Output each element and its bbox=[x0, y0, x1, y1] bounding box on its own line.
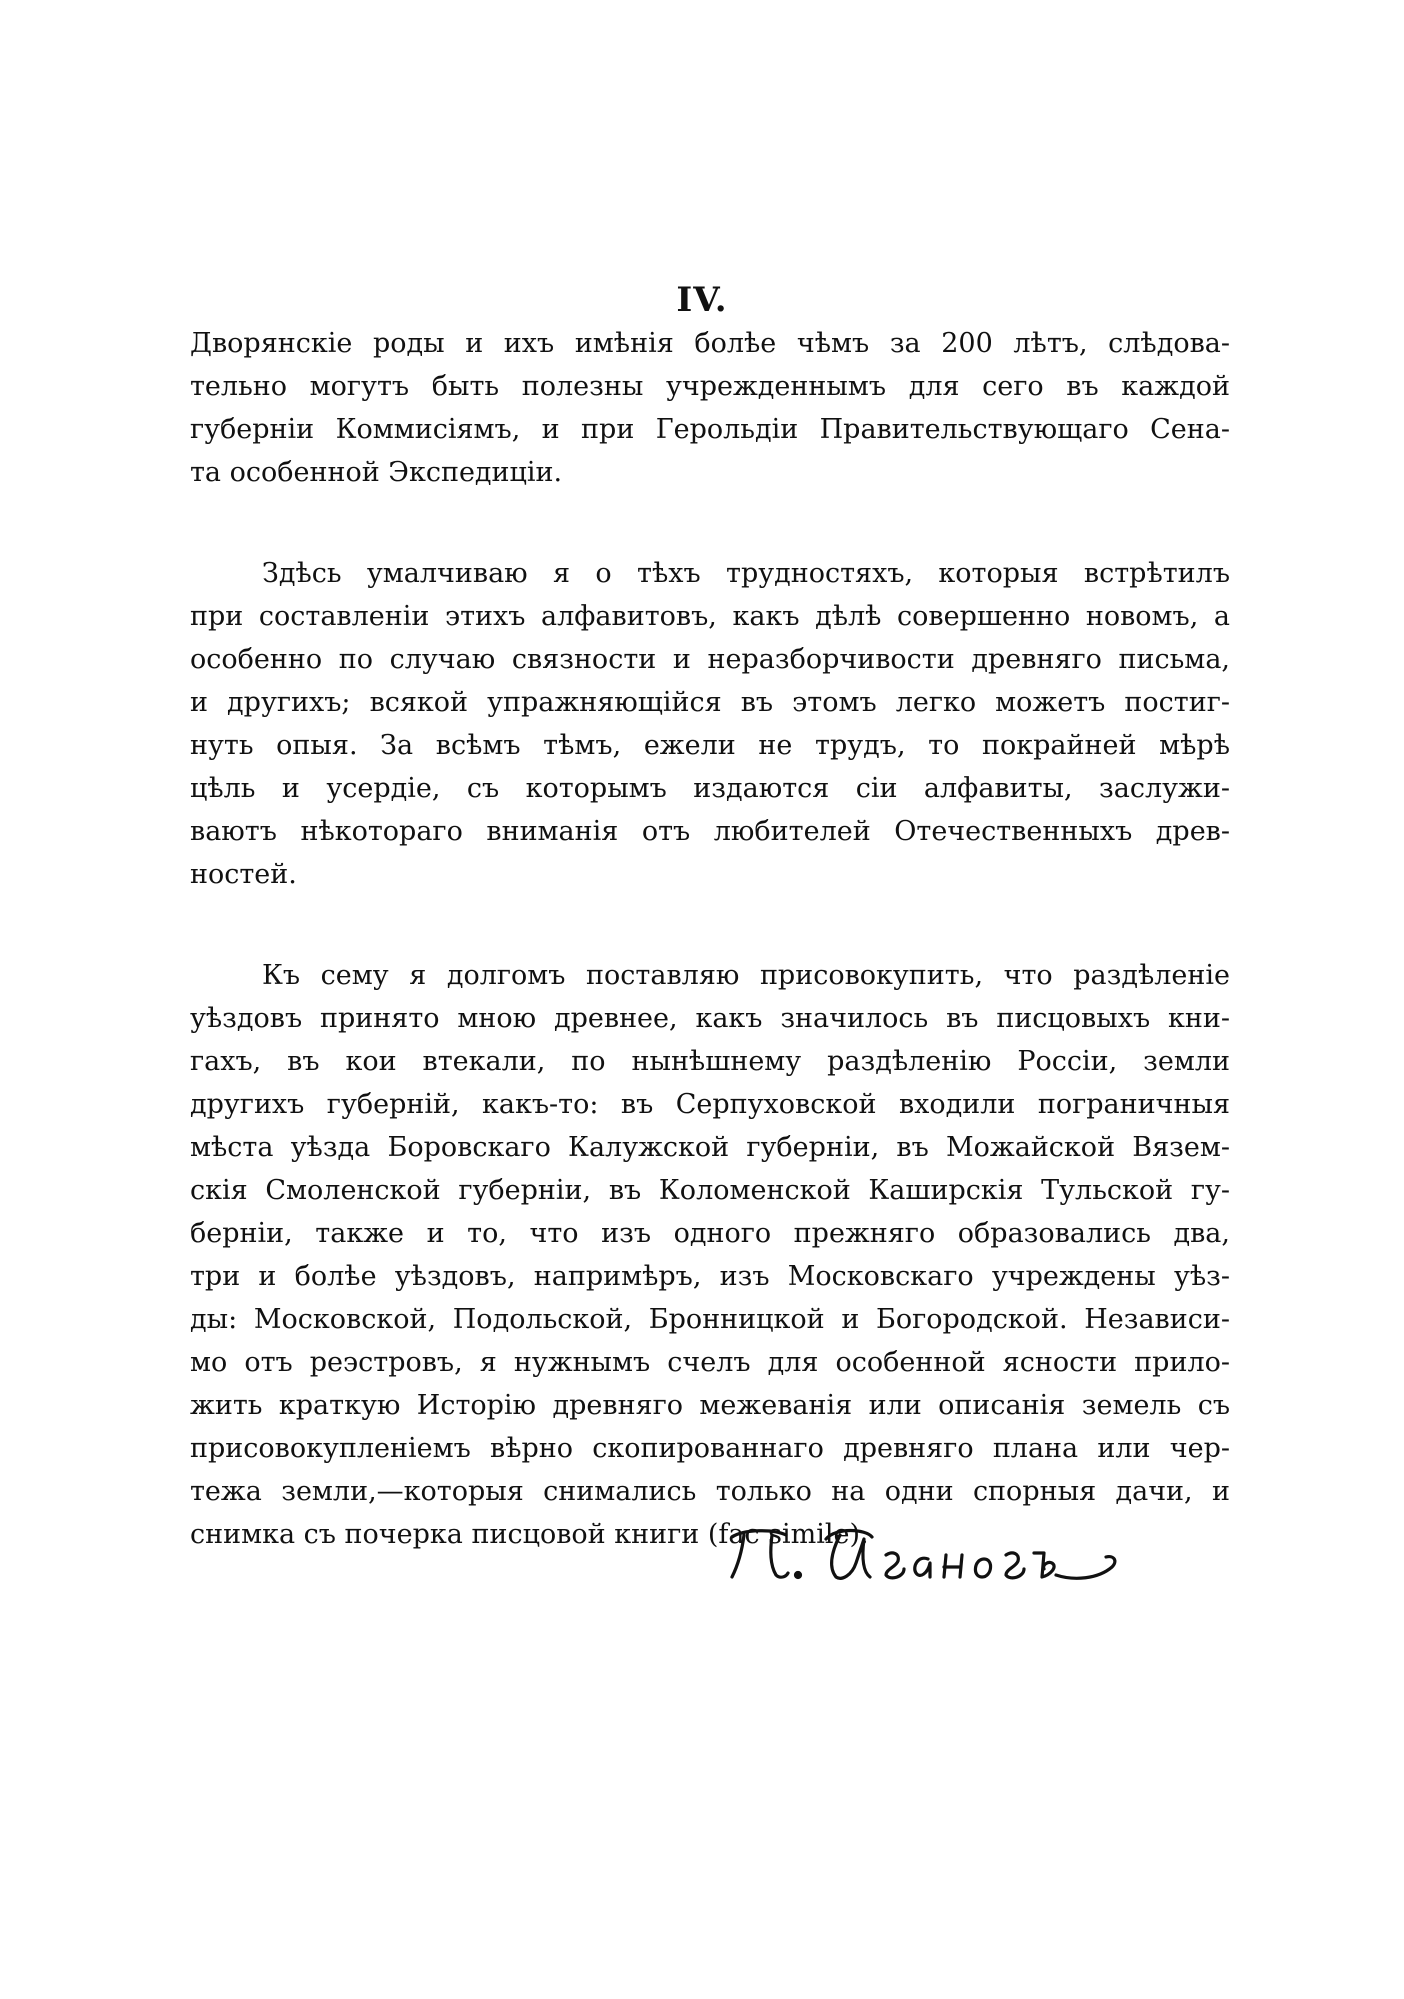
text-line: особенно по случаю связности и неразборчивости древняго письма, bbox=[190, 644, 1230, 675]
text-line: берніи, также и то, что изъ одного прежняго образовались два, bbox=[190, 1218, 1230, 1249]
text-line: и другихъ; всякой упражняющійся въ этомъ легко можетъ постиг- bbox=[190, 687, 1230, 718]
text-line: гахъ, въ кои втекали, по нынѣшнему раздѣленію Россіи, земли bbox=[190, 1046, 1230, 1077]
page-number: IV. bbox=[676, 280, 728, 320]
body-text bbox=[190, 322, 1230, 1556]
text-line: ваютъ нѣкотораго вниманія отъ любителей Отечественныхъ древ- bbox=[190, 816, 1230, 847]
text-line: нуть опыя. За всѣмъ тѣмъ, ежели не трудъ, то покрайней мѣрѣ bbox=[190, 730, 1230, 761]
text-line: тельно могутъ быть полезны учрежденнымъ для сего въ каждой bbox=[190, 371, 1230, 402]
text-line: другихъ губерній, какъ-то: въ Серпуховской входили пограничныя bbox=[190, 1089, 1230, 1120]
signature bbox=[714, 1515, 1134, 1595]
text-line: Къ сему я долгомъ поставляю присовокупить, что раздѣленіе bbox=[262, 960, 1230, 991]
text-line: Дворянскіе роды и ихъ имѣнія болѣе чѣмъ за 200 лѣтъ, слѣдова- bbox=[190, 328, 1230, 359]
text-line: скія Смоленской губерніи, въ Коломенской Каширскія Тульской гу- bbox=[190, 1175, 1230, 1206]
text-line: та особенной Экспедиціи. bbox=[190, 457, 563, 488]
text-line: при составленіи этихъ алфавитовъ, какъ дѣлѣ совершенно новомъ, а bbox=[190, 601, 1230, 632]
text-line: ды: Московской, Подольской, Бронницкой и Богородской. Независи- bbox=[190, 1304, 1230, 1335]
text-line: ностей. bbox=[190, 859, 297, 890]
text-line: три и болѣе уѣздовъ, напримѣръ, изъ Московскаго учреждены уѣз- bbox=[190, 1261, 1230, 1292]
paragraph-3 bbox=[190, 954, 1230, 1556]
text-line: уѣздовъ принято мною древнее, какъ значилось въ писцовыхъ кни- bbox=[190, 1003, 1230, 1034]
text-line: присовокупленіемъ вѣрно скопированнаго древняго плана или чер- bbox=[190, 1433, 1230, 1464]
text-line: мо отъ реэстровъ, я нужнымъ счелъ для особенной ясности прило- bbox=[190, 1347, 1230, 1378]
text-line: мѣста уѣзда Боровскаго Калужской губерніи, въ Можайской Вязем- bbox=[190, 1132, 1230, 1163]
text-line: снимка съ почерка писцовой книги (fac simile). bbox=[190, 1519, 869, 1550]
signature-image bbox=[714, 1515, 1134, 1595]
text-line: губерніи Коммисіямъ, и при Герольдіи Правительствующаго Сена- bbox=[190, 414, 1230, 445]
text-line: жить краткую Исторію древняго межеванія или описанія земель съ bbox=[190, 1390, 1230, 1421]
paragraph-2 bbox=[190, 552, 1230, 896]
text-line: цѣль и усердіе, съ которымъ издаются сіи алфавиты, заслужи- bbox=[190, 773, 1230, 804]
text-line: Здѣсь умалчиваю я о тѣхъ трудностяхъ, которыя встрѣтилъ bbox=[262, 558, 1230, 589]
text-line: тежа земли,—которыя снимались только на одни спорныя дачи, и bbox=[190, 1476, 1230, 1507]
paragraph-1 bbox=[190, 322, 1230, 494]
